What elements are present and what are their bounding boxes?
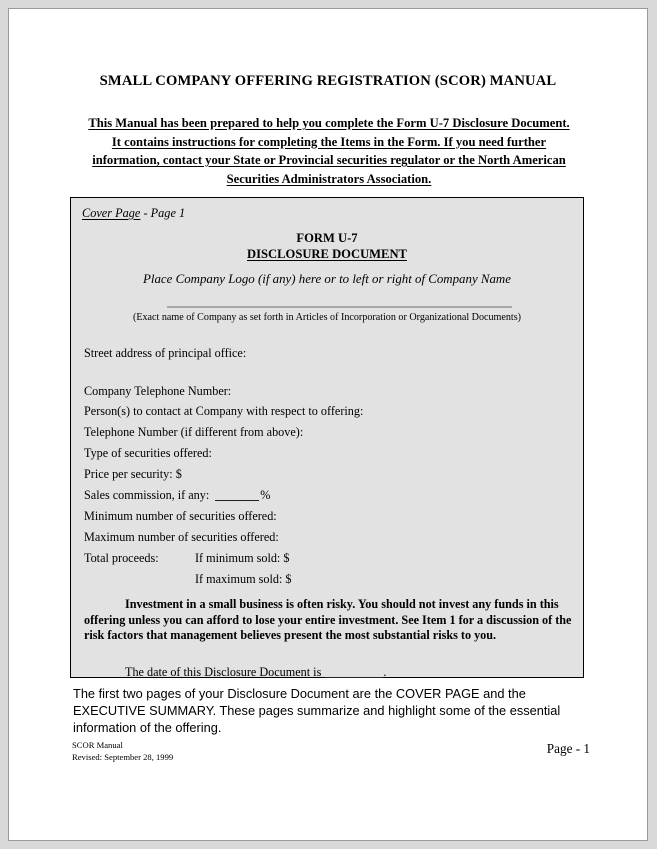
sales-commission-percent-sign: % [260, 488, 271, 502]
cover-page-form-box [70, 197, 584, 678]
cover-page-label-rest: - Page 1 [140, 206, 186, 220]
sales-commission-row [84, 488, 270, 503]
form-field-row [84, 551, 159, 566]
form-field-row [84, 346, 246, 361]
intro-line-1: This Manual has been prepared to help you complete the Form U-7 Disclosure Document. [88, 116, 570, 130]
company-name-caption: (Exact name of Company as set forth in Articles of Incorporation or Organizational Documents) [132, 312, 522, 323]
disclosure-date-line [84, 665, 386, 680]
document-title: SMALL COMPANY OFFERING REGISTRATION (SCOR) MANUAL [99, 73, 557, 89]
intro-line-3: information, contact your State or Provincial securities regulator or the North American [92, 153, 566, 167]
form-field-label: Person(s) to contact at Company with respect to offering: [84, 404, 364, 418]
footer-left [72, 739, 173, 763]
disclosure-date-blank[interactable] [325, 677, 383, 678]
investment-risk-notice: Investment in a small business is often risky. You should not invest any funds in this offering unless you can afford to lose your entire investment. See Item 1 for a discussion of the risk factors that management believes present the most substantial risks to you. [84, 597, 572, 643]
intro-line-4: Securities Administrators Association. [226, 171, 432, 186]
sales-commission-blank[interactable] [215, 500, 259, 501]
form-field-row [195, 572, 291, 587]
form-field-label: Minimum number of securities offered: [84, 509, 277, 523]
sales-commission-label: Sales commission, if any: [84, 488, 210, 502]
form-field-row [84, 509, 277, 524]
disclosure-date-label: The date of this Disclosure Document is [125, 665, 322, 679]
form-field-row [195, 551, 289, 566]
form-field-label: If maximum sold: $ [195, 572, 292, 586]
form-heading [71, 230, 583, 262]
disclosure-date-period: . [383, 665, 387, 679]
form-field-label: Maximum number of securities offered: [84, 530, 279, 544]
form-heading-line-2: DISCLOSURE DOCUMENT [247, 247, 407, 262]
form-field-label: Street address of principal office: [84, 346, 247, 360]
form-field-row [84, 404, 363, 419]
footer-page-number: Page - 1 [546, 741, 590, 756]
form-field-label: Type of securities offered: [84, 446, 212, 460]
footer-manual-name: SCOR Manual [72, 740, 123, 750]
form-field-row [84, 467, 182, 482]
document-page [8, 8, 648, 841]
form-field-label: Total proceeds: [84, 551, 159, 565]
intro-line-2: It contains instructions for completing the Items in the Form. If you need further [111, 134, 547, 149]
form-field-row [84, 384, 231, 399]
form-field-row [84, 425, 303, 440]
intro-paragraph [64, 114, 594, 188]
form-field-row [84, 530, 279, 545]
company-name-blank-rule [167, 306, 512, 308]
form-field-label: Price per security: $ [84, 467, 182, 481]
cover-page-label [82, 206, 185, 221]
cover-page-label-underlined: Cover Page [82, 206, 141, 220]
footer-revised-date: Revised: September 28, 1999 [72, 752, 174, 763]
below-box-explanation: The first two pages of your Disclosure Document are the COVER PAGE and the EXECUTIVE SUMMARY. These pages summarize and highlight some of the essential information of the offering. [73, 686, 561, 736]
company-logo-placeholder-note: Place Company Logo (if any) here or to left or right of Company Name [143, 272, 511, 286]
form-heading-line-1: FORM U-7 [296, 231, 358, 245]
form-field-label: Telephone Number (if different from above): [84, 425, 304, 439]
form-field-row [84, 446, 212, 461]
page-content [9, 9, 647, 840]
form-box-content [71, 198, 583, 677]
form-field-label: If minimum sold: $ [195, 551, 290, 565]
form-field-label: Company Telephone Number: [84, 384, 232, 398]
